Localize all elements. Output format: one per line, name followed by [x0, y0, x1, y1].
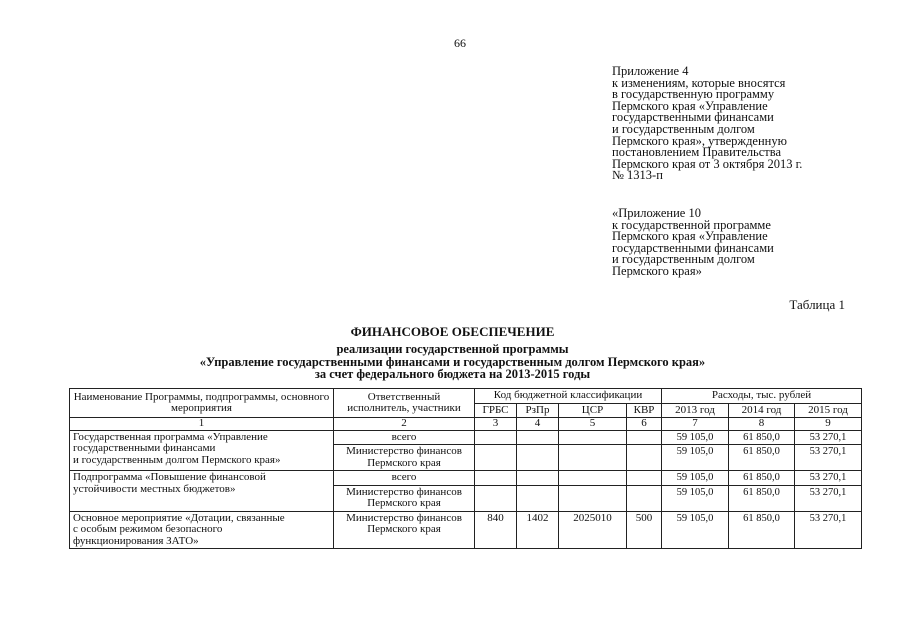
y2014-cell: 61 850,0 — [729, 511, 795, 549]
appendix-line: Пермского края «Управление — [612, 229, 768, 244]
program-name-cell: Подпрограмма «Повышение финансовой устойчивости местных бюджетов» — [70, 471, 334, 512]
appendix-line: № 1313-п — [612, 168, 663, 183]
y2013-cell: 59 105,0 — [662, 511, 729, 549]
appendix-line: Приложение 4 — [612, 64, 689, 78]
column-index-cell: 5 — [559, 418, 627, 431]
grbs-cell — [475, 445, 517, 471]
kvr-cell: 500 — [627, 511, 662, 549]
program-name-cell: Основное мероприятие «Дотации, связанные с особым режимом безопасного функционирования ЗАТО» — [70, 511, 334, 549]
kvr-cell — [627, 485, 662, 511]
y2014-cell: 61 850,0 — [729, 485, 795, 511]
column-index-cell: 7 — [662, 418, 729, 431]
appendix-line: в государственную программу — [612, 87, 775, 102]
appendix-line: к государственной программе — [612, 217, 771, 232]
appendix-main-note — [612, 66, 892, 182]
header-rzpr: РзПр — [517, 403, 559, 418]
csr-cell: 2025010 — [559, 511, 627, 549]
column-index-cell: 4 — [517, 418, 559, 431]
y2015-cell: 53 270,1 — [795, 511, 862, 549]
rzpr-cell — [517, 471, 559, 486]
table-row — [70, 471, 862, 486]
rzpr-cell — [517, 430, 559, 445]
kvr-cell — [627, 471, 662, 486]
subtitle-line: «Управление государственными финансами и государственным долгом Пермского края» — [199, 354, 706, 369]
y2014-cell: 61 850,0 — [729, 471, 795, 486]
y2013-cell: 59 105,0 — [662, 485, 729, 511]
appendix-line: постановлением Правительства — [612, 145, 782, 160]
executor-cell: Министерство финансов Пермского края — [334, 511, 475, 549]
subtitle-line: реализации государственной программы — [336, 342, 569, 356]
appendix-line: и государственным долгом — [612, 252, 755, 267]
header-name: Наименование Программы, подпрограммы, основного мероприятия — [70, 389, 334, 418]
csr-cell — [559, 485, 627, 511]
table-row — [70, 511, 862, 549]
column-index-row — [70, 418, 862, 431]
kvr-cell — [627, 430, 662, 445]
y2015-cell: 53 270,1 — [795, 445, 862, 471]
y2014-cell: 61 850,0 — [729, 445, 795, 471]
y2013-cell: 59 105,0 — [662, 471, 729, 486]
document-title: ФИНАНСОВОЕ ОБЕСПЕЧЕНИЕ — [350, 324, 555, 339]
header-grbs: ГРБС — [475, 403, 517, 418]
column-index-cell: 3 — [475, 418, 517, 431]
y2013-cell: 59 105,0 — [662, 445, 729, 471]
document-subtitle — [0, 343, 905, 381]
grbs-cell — [475, 430, 517, 445]
csr-cell — [559, 471, 627, 486]
column-index-cell: 2 — [334, 418, 475, 431]
executor-cell: Министерство финансов Пермского края — [334, 445, 475, 471]
y2015-cell: 53 270,1 — [795, 430, 862, 445]
grbs-cell: 840 — [475, 511, 517, 549]
appendix-line: Пермского края», утвержденную — [612, 133, 787, 148]
executor-cell: всего — [334, 430, 475, 445]
header-expenses: Расходы, тыс. рублей — [662, 389, 862, 404]
executor-cell: Министерство финансов Пермского края — [334, 485, 475, 511]
financing-table — [69, 388, 862, 549]
appendix-line: Пермского края «Управление — [612, 98, 768, 113]
appendix-line: «Приложение 10 — [612, 206, 701, 220]
table-row — [70, 430, 862, 445]
appendix-line: Пермского края» — [612, 263, 702, 278]
column-index-cell: 1 — [70, 418, 334, 431]
appendix-line: и государственным долгом — [612, 121, 755, 136]
kvr-cell — [627, 445, 662, 471]
grbs-cell — [475, 471, 517, 486]
header-budget-code: Код бюджетной классификации — [475, 389, 662, 404]
executor-cell: всего — [334, 471, 475, 486]
y2014-cell: 61 850,0 — [729, 430, 795, 445]
subtitle-line: за счет федерального бюджета на 2013-2015 годы — [314, 367, 591, 381]
column-index-cell: 9 — [795, 418, 862, 431]
column-index-cell: 8 — [729, 418, 795, 431]
appendix-line: государственными финансами — [612, 240, 774, 255]
appendix-line: Пермского края от 3 октября 2013 г. — [612, 156, 803, 171]
header-2015: 2015 год — [795, 403, 862, 418]
header-executor: Ответственный исполнитель, участники — [334, 389, 475, 418]
appendix-line: к изменениям, которые вносятся — [612, 75, 786, 90]
csr-cell — [559, 445, 627, 471]
rzpr-cell — [517, 445, 559, 471]
header-kvr: КВР — [627, 403, 662, 418]
csr-cell — [559, 430, 627, 445]
y2015-cell: 53 270,1 — [795, 471, 862, 486]
header-csr: ЦСР — [559, 403, 627, 418]
column-index-cell: 6 — [627, 418, 662, 431]
y2015-cell: 53 270,1 — [795, 485, 862, 511]
header-2014: 2014 год — [729, 403, 795, 418]
table-number: Таблица 1 — [789, 297, 845, 312]
grbs-cell — [475, 485, 517, 511]
rzpr-cell: 1402 — [517, 511, 559, 549]
appendix-quote-note — [612, 208, 892, 278]
rzpr-cell — [517, 485, 559, 511]
page-number: 66 — [454, 36, 466, 50]
header-2013: 2013 год — [662, 403, 729, 418]
program-name-cell: Государственная программа «Управление государственными финансами и государственным долгом Пермского края» — [70, 430, 334, 471]
appendix-line: государственными финансами — [612, 110, 774, 125]
y2013-cell: 59 105,0 — [662, 430, 729, 445]
